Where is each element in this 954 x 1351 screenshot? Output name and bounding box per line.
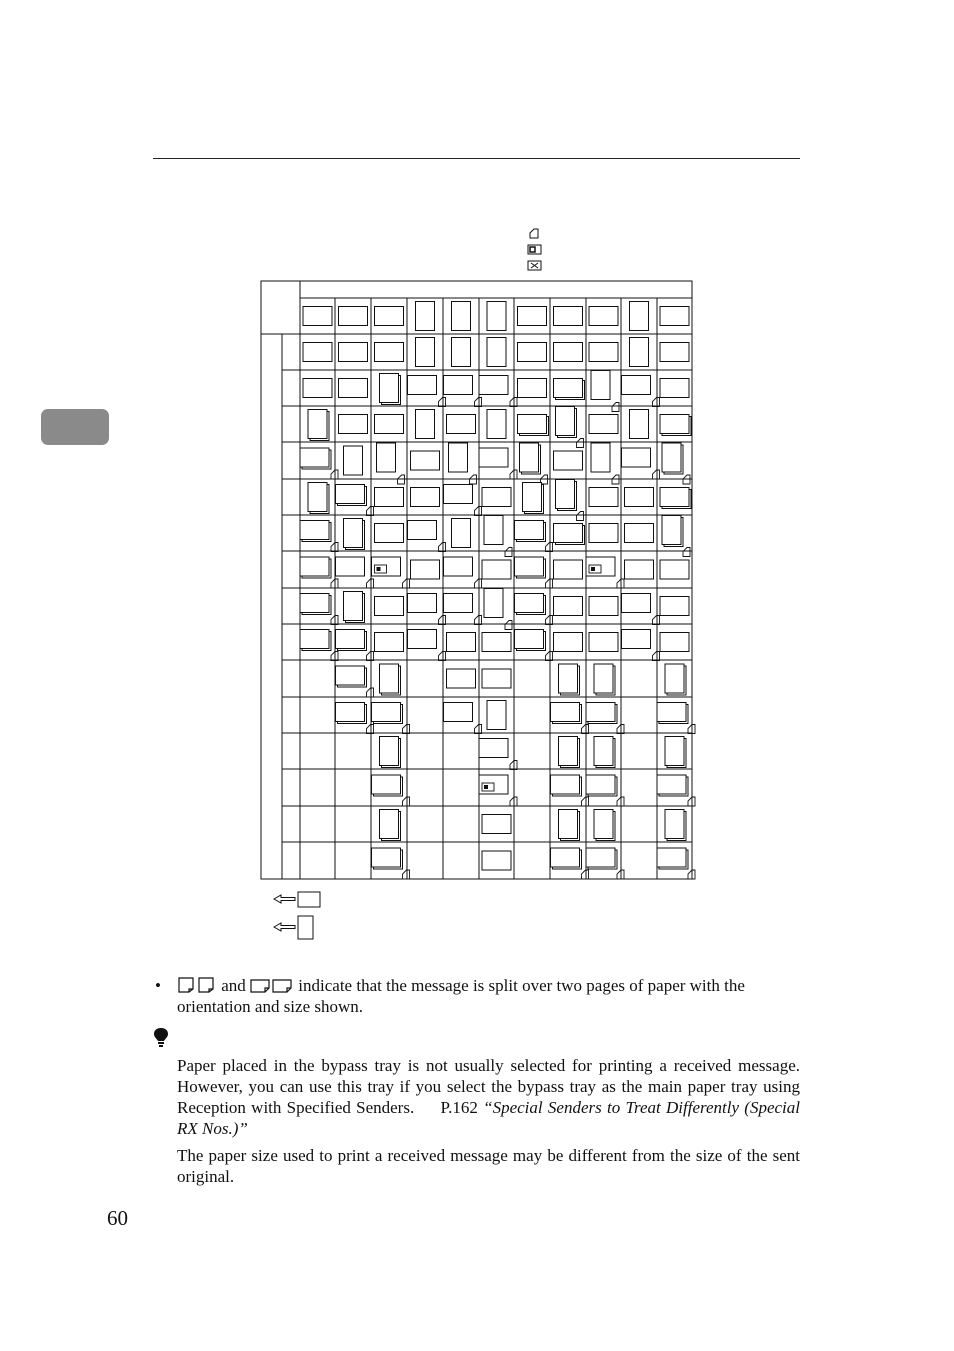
reduced-page-icon xyxy=(577,439,584,448)
paper-icon xyxy=(411,451,440,470)
paper-icon xyxy=(444,557,473,576)
reduced-page-icon xyxy=(439,543,446,552)
reduced-page-icon xyxy=(439,398,446,407)
paper-icon xyxy=(487,701,506,730)
paper-icon xyxy=(380,374,399,403)
paper-icon xyxy=(660,633,689,652)
paper-icon xyxy=(518,379,547,398)
paper-icon xyxy=(518,343,547,362)
paper-icon xyxy=(630,338,649,367)
paper-icon xyxy=(523,483,542,512)
paper-icon xyxy=(515,630,544,649)
paper-icon xyxy=(657,775,686,794)
paper-icon xyxy=(622,448,651,467)
reduced-page-icon xyxy=(403,725,410,734)
paper-icon xyxy=(482,669,511,688)
paper-icon xyxy=(660,307,689,326)
paper-icon xyxy=(665,737,684,766)
reduced-page-icon xyxy=(505,548,512,557)
reduced-page-icon xyxy=(439,652,446,661)
note-p2-text: The paper size used to print a received message may be different from the size of the sent original. xyxy=(177,1146,800,1186)
reduced-page-icon xyxy=(577,512,584,521)
paper-icon xyxy=(586,703,615,722)
paper-icon xyxy=(594,737,613,766)
reduced-page-icon xyxy=(612,403,619,412)
paper-icon xyxy=(300,521,329,540)
paper-icon xyxy=(660,415,689,434)
paper-icon xyxy=(589,307,618,326)
paper-icon xyxy=(554,451,583,470)
paper-icon xyxy=(336,630,365,649)
reduced-page-icon xyxy=(367,725,374,734)
paper-icon xyxy=(556,480,575,509)
paper-icon xyxy=(589,415,618,434)
paper-icon xyxy=(339,415,368,434)
paper-icon xyxy=(303,379,332,398)
paper-icon xyxy=(487,302,506,331)
paper-icon xyxy=(622,376,651,395)
paper-icon xyxy=(411,560,440,579)
paper-icon xyxy=(375,597,404,616)
page-number: 60 xyxy=(107,1206,128,1230)
paper-icon xyxy=(482,815,511,834)
paper-icon xyxy=(665,810,684,839)
reduced-page-icon xyxy=(367,507,374,516)
paper-icon xyxy=(630,302,649,331)
paper-icon xyxy=(408,521,437,540)
reduced-page-icon xyxy=(546,543,553,552)
reduced-page-icon xyxy=(403,579,410,588)
paper-icon xyxy=(554,560,583,579)
reduced-page-icon xyxy=(546,652,553,661)
paper-icon xyxy=(300,557,329,576)
paper-icon xyxy=(408,594,437,613)
paper-icon xyxy=(554,307,583,326)
two-portrait-pages-icon xyxy=(177,977,217,993)
note-paragraph-bypass xyxy=(177,1055,800,1139)
paper-icon xyxy=(660,488,689,507)
paper-icon xyxy=(303,343,332,362)
paper-icon xyxy=(630,410,649,439)
paper-icon xyxy=(515,557,544,576)
paper-icon xyxy=(622,630,651,649)
paper-icon xyxy=(665,664,684,693)
paper-icon xyxy=(662,443,681,472)
paper-icon xyxy=(300,594,329,613)
paper-icon xyxy=(479,739,508,758)
paper-icon xyxy=(484,516,503,545)
paper-icon xyxy=(556,407,575,436)
paper-icon xyxy=(559,664,578,693)
paper-icon xyxy=(657,848,686,867)
note-p1-text: Paper placed in the bypass tray is not usually selected for printing a received message. However, you can use this tray if you select the bypass tray as the main paper tray using Reception with Specified Senders. xyxy=(177,1056,800,1117)
paper-icon xyxy=(586,848,615,867)
reduced-page-icon xyxy=(439,616,446,625)
paper-icon xyxy=(625,560,654,579)
landscape-arrow-legend xyxy=(273,889,323,909)
paper-icon xyxy=(484,589,503,618)
paper-icon xyxy=(586,775,615,794)
paper-icon xyxy=(300,630,329,649)
paper-icon xyxy=(559,737,578,766)
paper-icon xyxy=(377,443,396,472)
paper-icon xyxy=(589,524,618,543)
paper-icon xyxy=(444,485,473,504)
paper-icon xyxy=(479,448,508,467)
paper-icon xyxy=(589,488,618,507)
paper-icon xyxy=(408,630,437,649)
paper-icon xyxy=(416,338,435,367)
paper-icon xyxy=(479,376,508,395)
reduced-page-icon xyxy=(653,398,660,407)
paper-icon xyxy=(554,597,583,616)
paper-icon xyxy=(518,307,547,326)
paper-icon xyxy=(482,851,511,870)
paper-icon xyxy=(482,560,511,579)
paper-icon xyxy=(660,597,689,616)
paper-icon xyxy=(554,524,583,543)
paper-icon xyxy=(339,307,368,326)
paper-icon xyxy=(551,703,580,722)
paper-icon xyxy=(554,379,583,398)
reduced-page-icon xyxy=(403,797,410,806)
paper-icon xyxy=(657,703,686,722)
paper-icon xyxy=(625,488,654,507)
reduced-page-icon xyxy=(505,621,512,630)
reduced-page-icon xyxy=(582,870,589,879)
reduced-page-icon xyxy=(475,579,482,588)
paper-icon xyxy=(344,519,363,548)
paper-icon xyxy=(520,443,539,472)
note-paragraph-size xyxy=(177,1145,800,1187)
paper-icon xyxy=(622,594,651,613)
paper-icon xyxy=(344,446,363,475)
paper-icon xyxy=(449,443,468,472)
paper-icon xyxy=(416,302,435,331)
reduced-page-icon xyxy=(546,616,553,625)
paper-icon xyxy=(303,307,332,326)
reduced-page-icon xyxy=(582,797,589,806)
paper-icon xyxy=(375,307,404,326)
reduced-page-icon xyxy=(367,688,374,697)
paper-icon xyxy=(375,488,404,507)
paper-icon xyxy=(372,775,401,794)
paper-icon xyxy=(487,410,506,439)
important-note-icon xyxy=(153,1027,169,1049)
paper-icon xyxy=(559,810,578,839)
reduced-page-icon xyxy=(475,398,482,407)
paper-icon xyxy=(336,703,365,722)
paper-icon xyxy=(591,443,610,472)
portrait-arrow-legend xyxy=(273,914,323,942)
paper-icon xyxy=(372,703,401,722)
paper-icon xyxy=(554,633,583,652)
paper-icon xyxy=(339,343,368,362)
paper-icon xyxy=(594,664,613,693)
paper-icon xyxy=(444,703,473,722)
note-p1-ref: P.162 xyxy=(440,1098,478,1117)
paper-icon xyxy=(375,524,404,543)
paper-icon xyxy=(487,338,506,367)
paper-icon xyxy=(589,343,618,362)
reduced-page-icon xyxy=(403,870,410,879)
reduced-page-icon xyxy=(653,616,660,625)
reduced-page-icon xyxy=(475,725,482,734)
bullet-and: and xyxy=(221,976,246,995)
paper-icon xyxy=(300,448,329,467)
paper-icon xyxy=(308,410,327,439)
paper-icon xyxy=(416,410,435,439)
paper-icon xyxy=(589,633,618,652)
paper-icon xyxy=(444,594,473,613)
note-p1-ref-title: “Special Senders to Treat Differently (Special RX Nos.)” xyxy=(177,1098,800,1138)
bullet-dot: • xyxy=(155,976,161,995)
paper-icon xyxy=(625,524,654,543)
paper-icon xyxy=(339,379,368,398)
paper-icon xyxy=(375,415,404,434)
reduced-page-icon xyxy=(582,725,589,734)
reduced-page-icon xyxy=(367,579,374,588)
paper-icon xyxy=(554,343,583,362)
paper-icon xyxy=(551,775,580,794)
paper-icon xyxy=(372,848,401,867)
paper-icon xyxy=(375,343,404,362)
split-page-icon xyxy=(377,567,381,571)
paper-icon xyxy=(408,376,437,395)
bullet-rest: indicate that the message is split over two pages of paper with the orientation and size shown. xyxy=(177,976,745,1016)
paper-icon xyxy=(380,810,399,839)
paper-icon xyxy=(591,371,610,400)
paper-icon xyxy=(336,485,365,504)
table-frame xyxy=(261,281,692,879)
paper-icon xyxy=(482,488,511,507)
split-page-icon xyxy=(484,785,488,789)
paper-icon xyxy=(447,415,476,434)
paper-icon xyxy=(308,483,327,512)
paper-icon xyxy=(482,633,511,652)
paper-icon xyxy=(447,669,476,688)
bullet-text xyxy=(177,975,800,1017)
paper-icon xyxy=(518,415,547,434)
paper-icon xyxy=(660,343,689,362)
paper-icon xyxy=(551,848,580,867)
paper-icon xyxy=(375,633,404,652)
paper-icon xyxy=(336,557,365,576)
reduced-page-icon xyxy=(653,470,660,479)
paper-icon xyxy=(589,597,618,616)
paper-icon xyxy=(452,519,471,548)
paper-icon xyxy=(411,488,440,507)
paper-icon xyxy=(380,737,399,766)
split-page-icon xyxy=(591,567,595,571)
reduced-page-icon xyxy=(683,548,690,557)
paper-icon xyxy=(660,379,689,398)
paper-icon xyxy=(515,521,544,540)
reduced-page-icon xyxy=(475,616,482,625)
paper-icon xyxy=(515,594,544,613)
reduced-page-icon xyxy=(367,652,374,661)
reduced-page-icon xyxy=(546,579,553,588)
two-landscape-pages-icon xyxy=(250,979,294,993)
paper-icon xyxy=(594,810,613,839)
paper-icon xyxy=(336,666,365,685)
paper-icon xyxy=(452,338,471,367)
paper-icon xyxy=(660,560,689,579)
paper-icon xyxy=(344,592,363,621)
paper-icon xyxy=(452,302,471,331)
paper-icon xyxy=(662,516,681,545)
reduced-page-icon xyxy=(475,507,482,516)
paper-icon xyxy=(380,664,399,693)
paper-icon xyxy=(444,376,473,395)
paper-icon xyxy=(447,633,476,652)
reduced-page-icon xyxy=(653,652,660,661)
